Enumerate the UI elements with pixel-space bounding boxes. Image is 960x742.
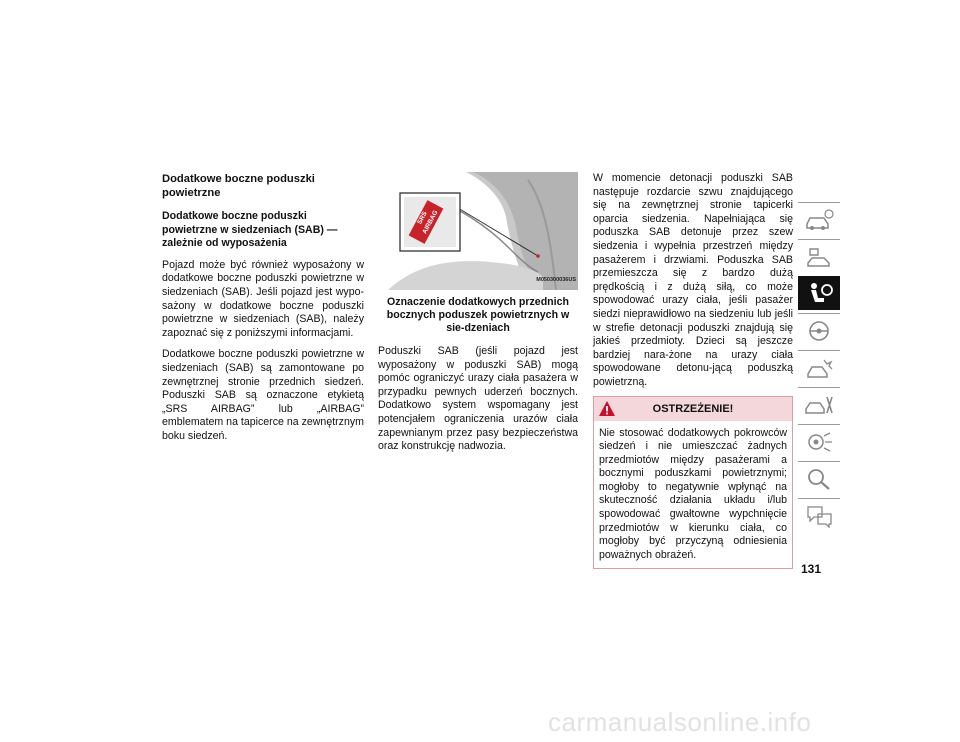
warning-body xyxy=(594,421,792,569)
right-column xyxy=(593,172,793,569)
airbag-seat-icon xyxy=(804,281,834,307)
chapter-tabs xyxy=(798,202,840,535)
warning-box xyxy=(593,396,793,570)
tab-car-signal[interactable] xyxy=(798,239,840,273)
left-column xyxy=(162,172,364,452)
subsection-title: Dodatkowe boczne poduszki powietrzne w siedzeniach (SAB) — zależnie od wyposażenia xyxy=(162,210,338,250)
srs-airbag-label: SRS AIRBAG xyxy=(416,209,440,236)
car-crash-icon xyxy=(804,356,834,380)
tab-search[interactable] xyxy=(798,461,840,495)
warning-triangle-icon xyxy=(598,400,616,417)
image-code: M050300036US xyxy=(536,277,576,284)
page-number: 131 xyxy=(801,562,822,576)
paragraph-location: Dodatkowe boczne poduszki powietrzne w siedzeniach (SAB) są zamontowane po zewnętrznej stronie przednich siedzeń. Poduszki SAB są oznaczone etykietą „SRS AIRBAG” lub „AIRBAG” emblematem na tapicerce na zewnętrznym boku siedzeń. xyxy=(162,348,364,442)
tab-car-crash[interactable] xyxy=(798,350,840,384)
tab-language[interactable] xyxy=(798,498,840,532)
section-title: Dodatkowe boczne poduszki powietrzne xyxy=(162,173,315,199)
seat-airbag-illustration xyxy=(378,172,578,290)
paragraph-intro: Pojazd może być również wyposażony w dodatkowe boczne poduszki powietrzne w siedzeniach (SAB). Jeśli pojazd jest wypo-sażony w dodatkowe boczne poduszki powietrzne w siedzeniach (SAB), należy zapoznać się z poniższymi informacjami. xyxy=(162,258,364,339)
language-icon xyxy=(804,504,834,528)
middle-column xyxy=(378,172,578,462)
seat-airbag-figure xyxy=(378,172,578,290)
warning-title: OSTRZEŻENIE! xyxy=(652,402,734,415)
tab-car-info[interactable] xyxy=(798,202,840,236)
watermark: carmanualsonline.info xyxy=(548,707,812,737)
car-service-icon xyxy=(804,430,834,454)
paragraph-sab-benefit: Poduszki SAB (jeśli pojazd jest wyposażony w poduszki SAB) mogą pomóc ograniczyć urazy ciała pasażera w przypadku pewnych uderzeń bocznych. Dodatkowo system wspomagany jest potencjałem ograniczenia urazów ciała zapewnianym przez pasy bezpieczeństwa oraz konstrukcję nadwozia. xyxy=(378,345,578,453)
tab-airbag-seat[interactable] xyxy=(798,276,840,310)
warning-header xyxy=(594,397,792,421)
steering-wheel-icon xyxy=(804,319,834,343)
tab-car-service[interactable] xyxy=(798,424,840,458)
car-info-icon xyxy=(804,208,834,232)
tab-car-tools[interactable] xyxy=(798,387,840,421)
search-icon xyxy=(804,467,834,491)
figure-caption: Oznaczenie dodatkowych przednich bocznych poduszek powietrznych w sie-dzeniach xyxy=(386,296,570,334)
car-signal-icon xyxy=(804,245,834,269)
tab-steering-wheel[interactable] xyxy=(798,313,840,347)
warning-text: Nie stosować dodatkowych pokrowców siedzeń i nie umieszczać żadnych przedmiotów między pasażerami a bocznymi poduszkami powietrznymi; mogłoby to negatywnie wpłynąć na skuteczność działania układu i/lub spowodować gwałtowne wypchnięcie przedmiotów w kierunku ciała, co mogłoby być przyczyną odniesienia poważnych obrażeń. xyxy=(599,426,787,561)
paragraph-deployment: W momencie detonacji poduszki SAB następuje rozdarcie szwu znajdującego się na zewnętrznej stronie tapicerki oparcia siedzenia. Napełniająca się poduszka SAB detonuje przez szew siedzenia i wypełnia przestrzeń między pasażerem i drzwiami. Poduszka SAB przemieszcza się z bardzo dużą prędkością i z dużą siłą, co może spowodować urazy ciała, jeśli pasażer siedzi nieprawidłowo na siedzeniu lub jeśli w strefie detonacji poduszki znajdują się jakieś przedmioty. Dzieci są jeszcze bardziej nara-żone na urazy ciała spowodowane detonu-jącą poduszką powietrzną. xyxy=(593,172,793,388)
car-tools-icon xyxy=(804,393,834,417)
